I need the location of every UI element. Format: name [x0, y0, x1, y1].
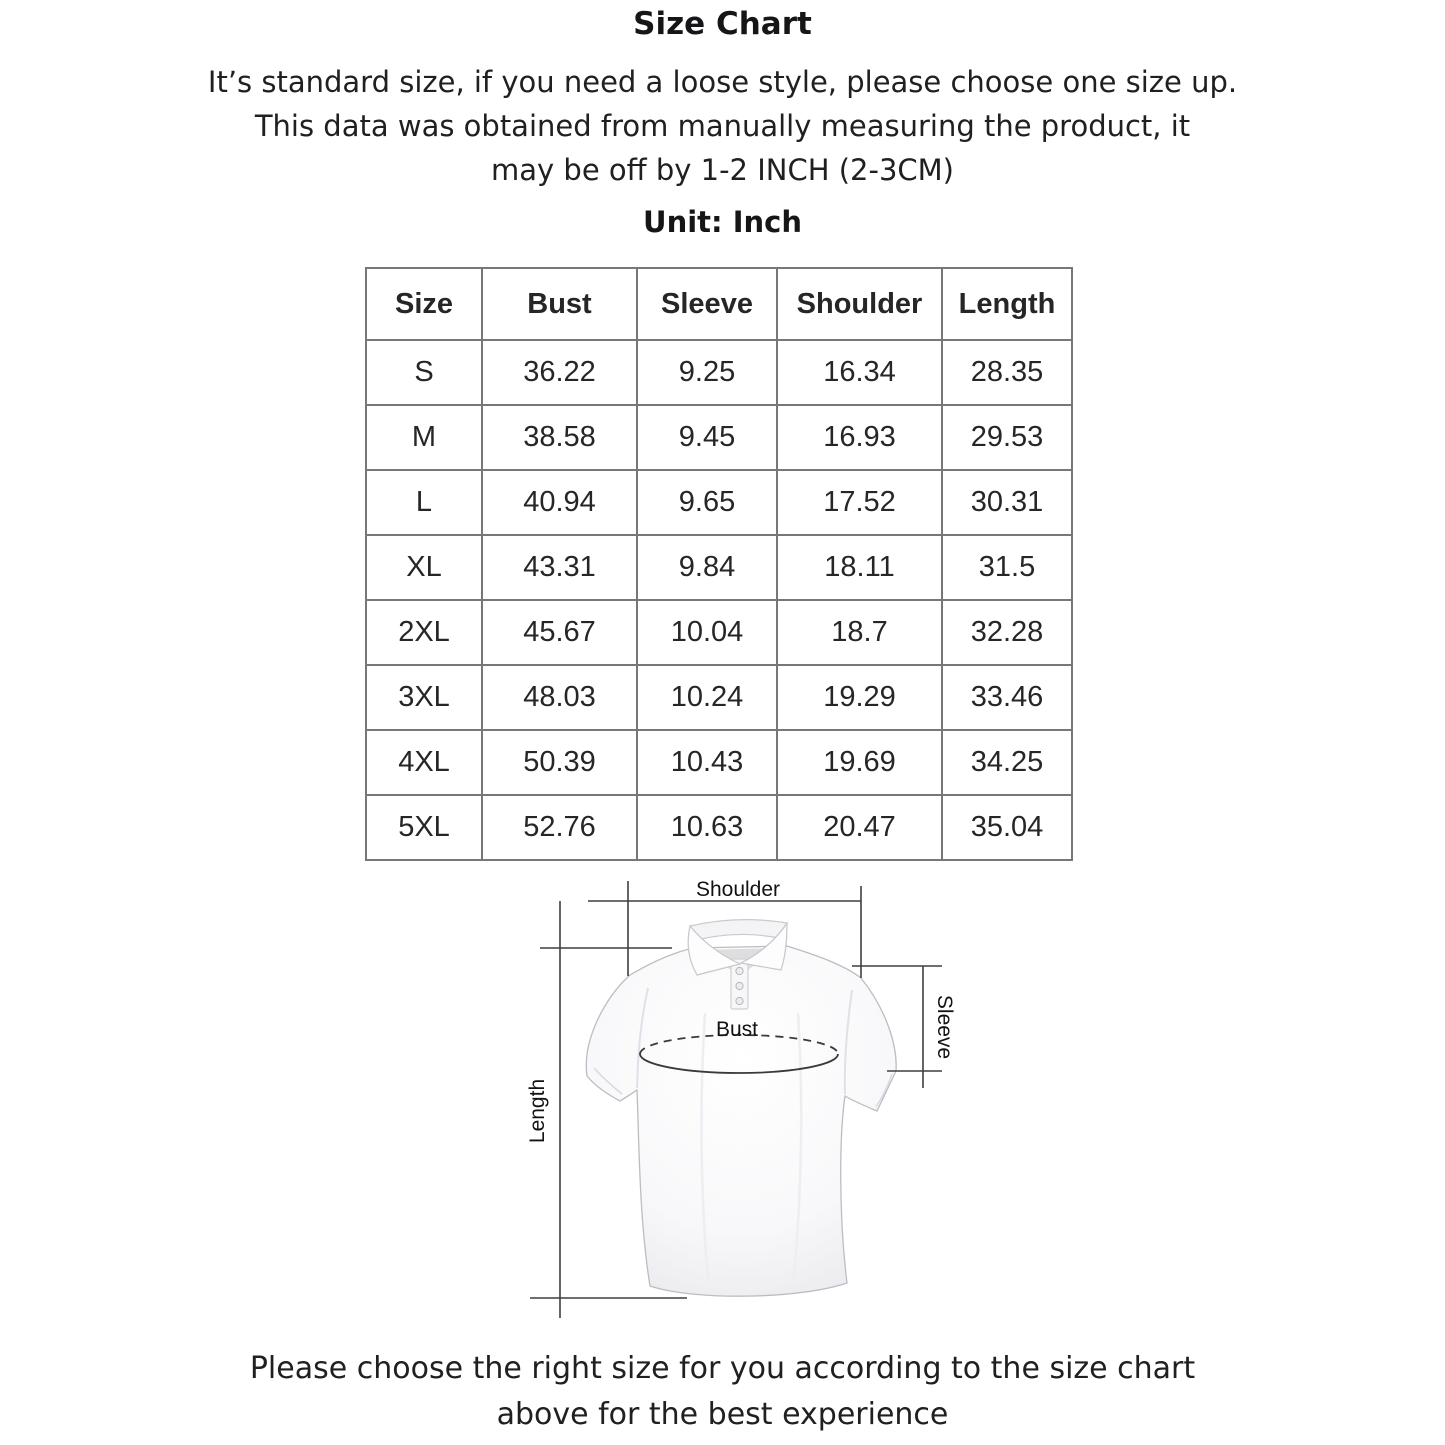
table-cell: 30.31	[942, 470, 1072, 535]
intro-line: This data was obtained from manually measuring the product, it	[254, 109, 1191, 143]
bust-label: Bust	[715, 1018, 759, 1041]
size-table	[365, 267, 1073, 861]
table-cell: 20.47	[777, 795, 942, 860]
table-cell: 50.39	[482, 730, 637, 795]
table-row	[366, 340, 1072, 405]
table-row	[366, 730, 1072, 795]
table-cell: 10.43	[637, 730, 777, 795]
table-cell: 29.53	[942, 405, 1072, 470]
table-cell: 52.76	[482, 795, 637, 860]
column-header-size: Size	[366, 268, 482, 340]
table-cell: 5XL	[366, 795, 482, 860]
column-header-shoulder: Shoulder	[777, 268, 942, 340]
footer-note	[0, 1346, 1445, 1438]
table-cell: 43.31	[482, 535, 637, 600]
sleeve-label: Sleeve	[933, 994, 956, 1060]
table-row	[366, 665, 1072, 730]
column-header-bust: Bust	[482, 268, 637, 340]
table-row	[366, 600, 1072, 665]
table-cell: L	[366, 470, 482, 535]
table-cell: 10.24	[637, 665, 777, 730]
intro-text	[0, 60, 1445, 192]
table-cell: 19.69	[777, 730, 942, 795]
table-row	[366, 535, 1072, 600]
table-cell: XL	[366, 535, 482, 600]
table-cell: 10.04	[637, 600, 777, 665]
table-cell: 17.52	[777, 470, 942, 535]
shoulder-label: Shoulder	[695, 878, 781, 901]
table-cell: 32.28	[942, 600, 1072, 665]
polo-shirt-graphic	[586, 920, 896, 1297]
intro-line: may be off by 1-2 INCH (2-3CM)	[491, 153, 954, 187]
table-cell: 40.94	[482, 470, 637, 535]
table-cell: 33.46	[942, 665, 1072, 730]
table-cell: 4XL	[366, 730, 482, 795]
intro-line: It’s standard size, if you need a loose style, please choose one size up.	[207, 65, 1238, 99]
table-cell: 35.04	[942, 795, 1072, 860]
table-cell: 9.65	[637, 470, 777, 535]
table-header-row	[366, 268, 1072, 340]
button	[736, 997, 743, 1004]
table-cell: 28.35	[942, 340, 1072, 405]
table-cell: 16.34	[777, 340, 942, 405]
table-cell: 34.25	[942, 730, 1072, 795]
table-row	[366, 795, 1072, 860]
collar-band	[690, 920, 787, 941]
button	[736, 967, 743, 974]
table-cell: 2XL	[366, 600, 482, 665]
table-cell: 3XL	[366, 665, 482, 730]
table-cell: 48.03	[482, 665, 637, 730]
table-row	[366, 405, 1072, 470]
table-cell: 9.45	[637, 405, 777, 470]
button	[736, 982, 743, 989]
table-cell: 9.25	[637, 340, 777, 405]
measurement-diagram	[500, 858, 960, 1328]
footer-line: Please choose the right size for you according to the size chart	[249, 1351, 1196, 1386]
page-title: Size Chart	[633, 6, 812, 42]
column-header-length: Length	[942, 268, 1072, 340]
table-cell: 45.67	[482, 600, 637, 665]
table-cell: 31.5	[942, 535, 1072, 600]
table-cell: 16.93	[777, 405, 942, 470]
table-cell: 18.7	[777, 600, 942, 665]
table-row	[366, 470, 1072, 535]
table-cell: 10.63	[637, 795, 777, 860]
length-label: Length	[526, 1078, 549, 1144]
table-cell: 9.84	[637, 535, 777, 600]
table-cell: 38.58	[482, 405, 637, 470]
table-cell: 18.11	[777, 535, 942, 600]
unit-label: Unit: Inch	[643, 205, 802, 239]
column-header-sleeve: Sleeve	[637, 268, 777, 340]
footer-line: above for the best experience	[496, 1397, 949, 1432]
table-cell: 36.22	[482, 340, 637, 405]
table-cell: M	[366, 405, 482, 470]
table-cell: S	[366, 340, 482, 405]
table-cell: 19.29	[777, 665, 942, 730]
